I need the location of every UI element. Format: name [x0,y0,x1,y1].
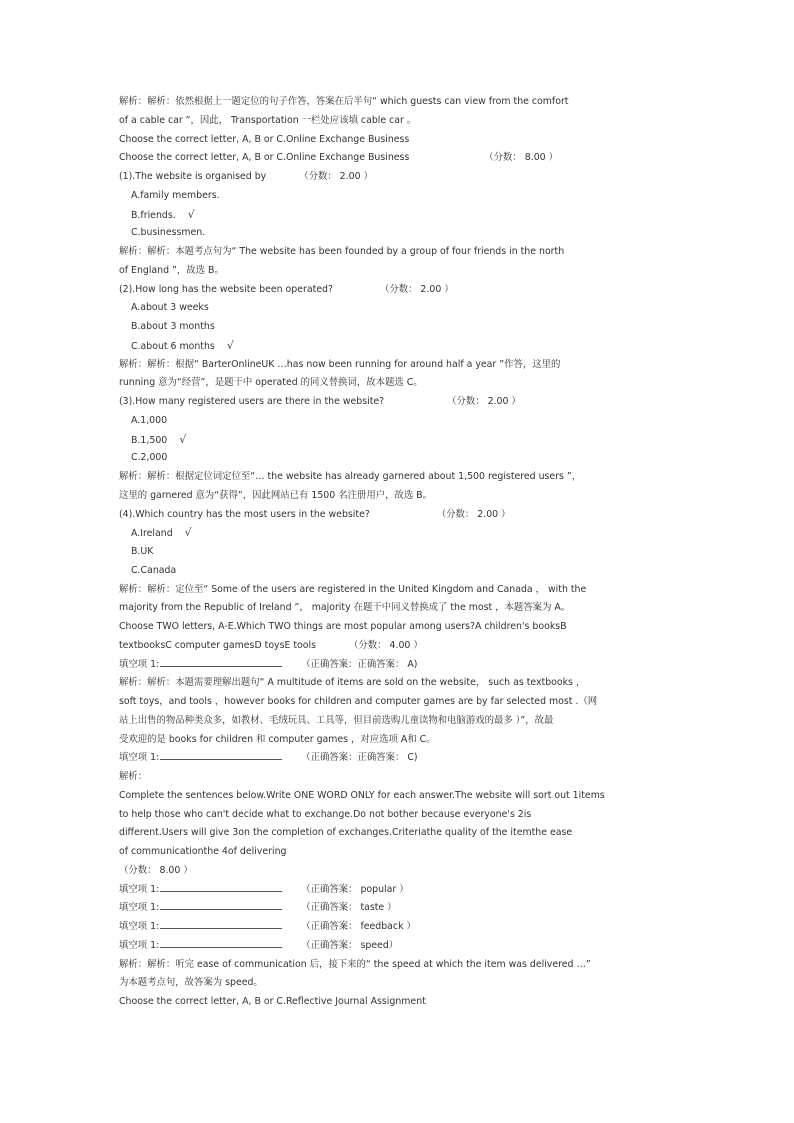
section-score: （分数： 8.00 ） [484,152,559,164]
analysis-line: 解析：解析：根据“ BarterOnlineUK …has now been running for around half a year ”作答，这里的 [119,358,561,370]
option-text: C.about 6 months [131,340,215,352]
blank-row [119,656,671,675]
correct-answer: （正确答案： feedback ） [301,921,416,932]
analysis-line: 站上出售的物品种类众多，如教材、毛绒玩具、工具等，但目前选购儿童读物和电脑游戏的最多 ）”，故最 [119,714,554,726]
question-text: (1).The website is organised by [119,171,267,182]
option-c [119,562,671,581]
instruction-line: Choose the correct letter, A, B or C.Online Exchange Business [119,133,410,145]
question-score: （分数： 2.00 ） [299,171,373,182]
question-text: (2).How long has the website been operated? [119,283,333,295]
question-score: （分数： 2.00 ） [379,283,454,295]
blank-label: 填空项 1: [119,902,160,914]
question-1 [119,168,671,187]
question-text: textbooksC computer gamesD toysE tools [119,639,317,651]
analysis-line: 解析：解析：听完 ease of communication 后，接下来的“ the speed at which the item was delivered …” [119,958,591,970]
analysis-line: 解析：解析：根据定位词定位至“… the website has already garnered about 1,500 registered users ”， [119,471,582,482]
answer-blank[interactable] [160,881,282,892]
blank-label: 填空项 1: [119,939,160,951]
answer-blank[interactable] [160,656,282,667]
question-6-line: different.Users will give 3on the completion of exchanges.Criteriathe quality of the itemthe ease [119,827,573,839]
option-text: C.businessmen. [131,227,206,239]
question-5 [119,637,671,656]
analysis-line: 这里的 garnered 意为“获得”，因此网站已有 1500 名注册用户，故选 B。 [119,489,432,501]
option-text: A.family members. [131,189,220,201]
analysis-line: 解析：解析：依然根据上一题定位的句子作答，答案在后半句“ which guests can view from the comfort [119,96,569,107]
analysis-line: 解析：解析：本题考点句为“ The website has been founded by a group of four friends in the north [119,246,565,257]
option-a [119,187,671,206]
option-text: A.1,000 [131,414,168,426]
option-text: A.about 3 weeks [131,302,209,314]
question-6-line: of communicationthe 4of delivering [119,846,287,857]
blank-row [119,918,671,937]
question-score: （分数： 2.00 ） [436,508,511,520]
blank-row [119,881,671,900]
correct-answer: （正确答案：正确答案： A) [301,658,418,670]
analysis-line: 解析： [119,771,148,782]
option-b [119,318,671,337]
option-text: B.UK [131,546,154,557]
option-text: B.about 3 months [131,321,215,332]
question-2 [119,281,671,300]
check-mark-icon: √ [179,432,187,446]
question-text: (4).Which country has the most users in the website? [119,508,370,520]
option-text: C.2,000 [131,452,168,464]
blank-label: 填空项 1: [119,921,160,932]
question-4 [119,506,671,525]
question-score: （分数： 8.00 ） [119,864,193,876]
correct-answer: （正确答案： popular ） [301,883,409,895]
analysis-line: of England ”，故选 B。 [119,264,224,276]
answer-blank[interactable] [160,899,282,910]
option-c [119,449,671,468]
option-text: C.Canada [131,564,177,576]
option-text: B.friends. [131,209,176,221]
document-body [119,93,671,1012]
analysis-line: soft toys，and tools ，however books for children and computer games are by far selected most .（网 [119,696,598,707]
check-mark-icon: √ [184,526,192,540]
option-c [119,337,671,356]
answer-blank[interactable] [160,749,282,760]
blank-label: 填空项 1: [119,883,160,895]
option-a [119,524,671,543]
blank-label: 填空项 1: [119,752,160,764]
analysis-line: running 意为“经营”，是题干中 operated 的同义替换词，故本题选 C。 [119,377,423,389]
section-heading [119,149,671,168]
question-score: （分数： 2.00 ） [447,396,521,407]
option-text: B.1,500 [131,434,168,446]
correct-answer: （正确答案： speed） [301,939,399,951]
option-a [119,412,671,431]
analysis-line: majority from the Republic of Ireland ”， majority 在题干中同义替换成了 the most ，本题答案为 A。 [119,602,571,614]
analysis-line: 解析：解析：定位至“ Some of the users are registered in the United Kingdom and Canada ， with the [119,583,587,595]
option-c [119,224,671,243]
answer-blank[interactable] [160,918,282,929]
blank-row [119,899,671,918]
check-mark-icon: √ [187,207,195,221]
analysis-line: 为本题考点句，故答案为 speed。 [119,977,263,989]
analysis-line: 解析：解析：本题需要理解出题句“ A multitude of items are sold on the website， such as textbooks ， [119,677,586,689]
analysis-line: of a cable car ”，因此， Transportation 一栏处应该填 cable car 。 [119,114,417,126]
analysis-line: 受欢迎的是 books for children 和 computer games ，对应选项 A和 C。 [119,733,436,745]
option-b [119,431,671,450]
question-score: （分数： 4.00 ） [349,639,423,651]
question-text: (3).How many registered users are there in the website? [119,396,385,407]
option-text: A.Ireland [131,528,173,540]
option-b [119,543,671,562]
option-a [119,299,671,318]
instruction-line: Choose the correct letter, A, B or C.Reflective Journal Assignment [119,996,426,1007]
question-3 [119,393,671,412]
blank-label: 填空项 1: [119,658,160,670]
correct-answer: （正确答案：正确答案： C) [301,752,418,764]
question-6-line: Complete the sentences below.Write ONE WORD ONLY for each answer.The website will sort out 1items [119,789,605,801]
section-heading-text: Choose the correct letter, A, B or C.Online Exchange Business [119,152,410,164]
answer-blank[interactable] [160,937,282,948]
check-mark-icon: √ [226,338,234,352]
option-b [119,206,671,225]
blank-row [119,749,671,768]
correct-answer: （正确答案： taste ） [301,902,397,914]
question-6-line: to help those who can't decide what to exchange.Do not bother because everyone's 2is [119,808,532,820]
blank-row [119,937,671,956]
question-5-line: Choose TWO letters, A-E.Which TWO things are most popular among users?A children's booksB [119,621,567,632]
